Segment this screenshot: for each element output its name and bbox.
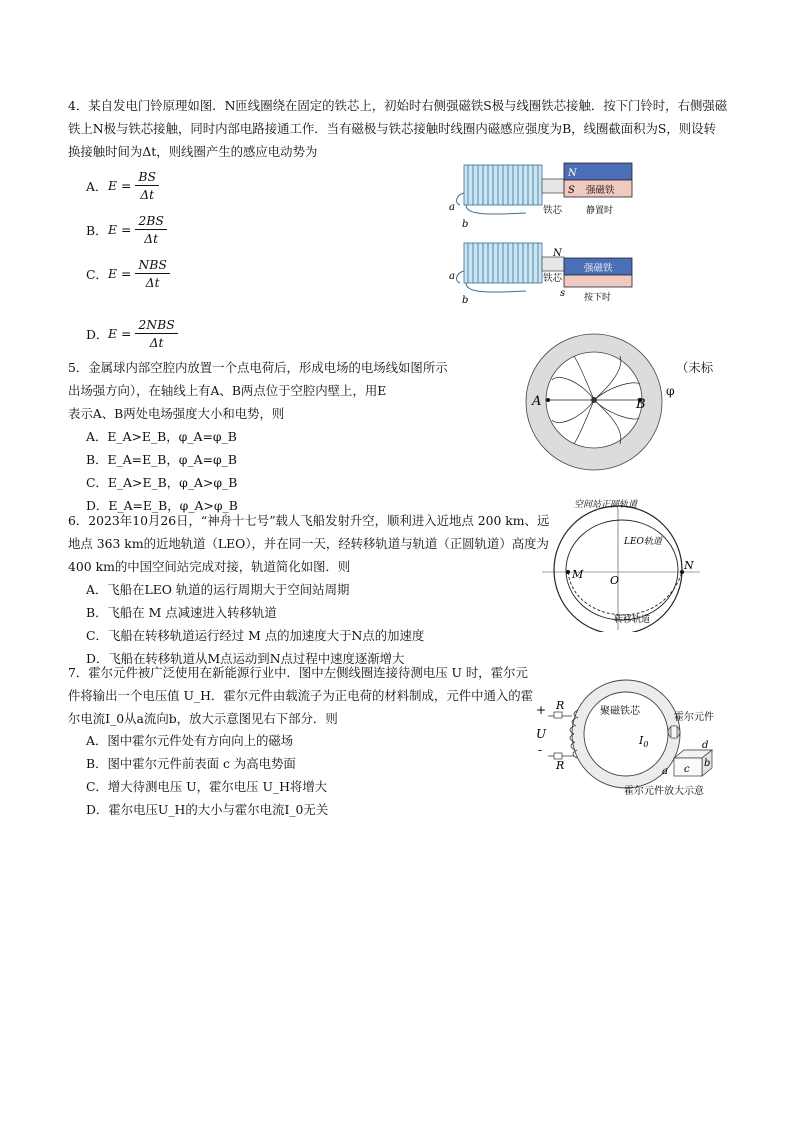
q6-point-n-label: N [684, 559, 694, 572]
question-5 [68, 356, 508, 425]
q5-sphere-figure [524, 332, 664, 472]
q4-bottom-core-label: 铁芯 [543, 273, 563, 284]
q7-a-label: a [662, 766, 668, 777]
q6-transfer-label: 转移轨道 [614, 615, 651, 625]
q4-stem: 4．某自发电门铃原理如图．N匝线圈绕在固定的铁芯上，初始时右侧强磁铁S极与线圈铁芯接触．按下门铃时，右侧强磁铁上N极与铁芯接触，同时内部电路接通工作．当有磁极与铁芯接触时线圈内磁感应强度为B，线圈截面积为S，则设转换接触时间为Δt，则线圈产生的感应电动势为 [68, 98, 728, 159]
q4-option-a [86, 168, 159, 203]
q4-option-d-fraction [135, 316, 177, 351]
q6-options [86, 578, 556, 670]
q7-u-label: U [536, 727, 547, 741]
q4-option-b-label: B． [86, 222, 108, 238]
q4-option-d-denominator: Δt [149, 335, 164, 350]
q4-doorbell-figure [446, 155, 646, 305]
q5-stem-phi: φ [666, 383, 675, 398]
q4-top-magnet-label: 强磁铁 [586, 185, 615, 196]
q4-option-c [86, 256, 170, 291]
q4-option-c-label: C． [86, 266, 108, 282]
q6-option-c: C．飞船在转移轨道运行经过 M 点的加速度大于N点的加速度 [86, 628, 425, 643]
q7-stem: 7．霍尔元件被广泛使用在新能源行业中．图中左侧线圈连接待测电压 U 时，霍尔元件将输出一个电压值 U_H．霍尔元件由载流子为正电荷的材料制成，元件中通入的霍尔电流I_0从a流向b，放大示意图见右下部分．则 [68, 665, 534, 726]
question-4 [68, 94, 728, 163]
q5-option-d: D．E_A=E_B，φ_A>φ_B [86, 498, 238, 513]
q4-bottom-n-label: N [553, 248, 562, 259]
q7-r-top-label: R [556, 699, 565, 712]
q4-option-c-fraction [135, 256, 169, 291]
q4-top-b-label: b [462, 219, 469, 230]
question-7 [68, 661, 538, 730]
q5-option-b: B．E_A=E_B，φ_A=φ_B [86, 452, 237, 467]
q4-option-a-label: A． [86, 178, 108, 194]
q5-stem-note: （未标 [676, 360, 714, 375]
q4-option-b-numerator: 2BS [135, 212, 166, 230]
q4-option-d-lhs: E = [108, 326, 132, 341]
q4-option-a-lhs: E = [108, 178, 132, 193]
q4-option-a-numerator: BS [135, 168, 159, 186]
q4-bottom-state-label: 按下时 [584, 293, 612, 303]
q4-option-b [86, 212, 167, 247]
q4-option-d-numerator: 2NBS [135, 316, 177, 334]
q7-option-d: D．霍尔电压U_H的大小与霍尔电流I_0无关 [86, 802, 329, 817]
q4-top-a-label: a [449, 202, 455, 213]
q4-bottom-magnet-label: 强磁铁 [584, 263, 613, 274]
q7-r-bottom-label: R [556, 759, 565, 772]
q5-point-b-label: B [636, 397, 646, 412]
q4-option-b-fraction [135, 212, 166, 247]
q5-stem-line1: 5．金属球内部空腔内放置一个点电荷后，形成电场的电场线如图所示 [68, 360, 448, 375]
q4-option-b-lhs: E = [108, 222, 132, 237]
q7-i0-main: I [639, 734, 644, 747]
q4-option-c-numerator: NBS [135, 256, 169, 274]
q4-option-c-denominator: Δt [145, 275, 160, 290]
q7-option-c: C．增大待测电压 U，霍尔电压 U_H将增大 [86, 779, 328, 794]
q4-option-d [86, 316, 178, 351]
q7-option-b: B．图中霍尔元件前表面 c 为高电势面 [86, 756, 296, 771]
q5-options [86, 425, 386, 517]
q5-stem-line3: 表示A、B两处电场强度大小和电势，则 [68, 406, 285, 421]
q4-bottom-s-label: s [560, 288, 566, 299]
q5-option-a: A．E_A>E_B，φ_A=φ_B [86, 429, 237, 444]
q4-option-c-lhs: E = [108, 266, 132, 281]
q5-stem-line2: 出场强方向），在轴线上有A、B两点位于空腔内壁上，用E [68, 383, 387, 398]
q4-option-d-label: D． [86, 326, 109, 342]
q6-leo-label: LEO轨道 [624, 537, 662, 547]
q4-top-core-label: 铁芯 [543, 205, 563, 216]
q5-option-c: C．E_A>E_B，φ_A>φ_B [86, 475, 238, 490]
q6-orbit-figure [538, 494, 704, 632]
q7-hall-label: 霍尔元件 [674, 712, 714, 723]
q7-hall-figure [534, 676, 734, 800]
q6-station-orbit-label: 空间站正圆轨道 [574, 500, 638, 510]
q4-option-a-fraction [135, 168, 159, 203]
q4-top-state-label: 静置时 [586, 206, 614, 216]
q7-d-label: d [702, 740, 709, 751]
q6-stem: 6．2023年10月26日，“神舟十七号”载人飞船发射升空，顺利进入近地点 200 km、远地点 363 km的近地轨道（LEO），并在同一天，经转移轨道与轨道（正圆轨道）高度为 400 km的中国空间站完成对接，轨道简化如图．则 [68, 513, 550, 574]
q4-top-s-label: S [568, 185, 575, 196]
q7-c-label: c [684, 764, 690, 775]
q6-point-o-label: O [610, 574, 620, 587]
q7-plus-label: + [536, 703, 547, 717]
q7-options [86, 729, 526, 821]
q7-b-label: b [704, 758, 711, 769]
q6-point-m-label: M [572, 568, 584, 581]
q4-top-n-label: N [568, 168, 577, 179]
q4-bottom-a-label: a [449, 271, 455, 282]
q7-minus-label: - [538, 743, 543, 757]
q7-caption: 霍尔元件放大示意 [624, 786, 704, 797]
q5-point-a-label: A [532, 394, 542, 409]
q4-option-b-denominator: Δt [144, 231, 159, 246]
q7-core-label: 聚磁铁芯 [600, 706, 640, 717]
q4-option-a-denominator: Δt [140, 187, 155, 202]
q6-option-a: A．飞船在LEO 轨道的运行周期大于空间站周期 [86, 582, 350, 597]
q4-bottom-b-label: b [462, 295, 469, 305]
question-6 [68, 509, 550, 578]
q7-option-a: A．图中霍尔元件处有方向向上的磁场 [86, 733, 294, 748]
q6-option-d: D．飞船在转移轨道从M点运动到N点过程中速度逐渐增大 [86, 651, 405, 666]
q6-option-b: B．飞船在 M 点减速进入转移轨道 [86, 605, 277, 620]
q7-i0-sub: 0 [643, 740, 649, 749]
